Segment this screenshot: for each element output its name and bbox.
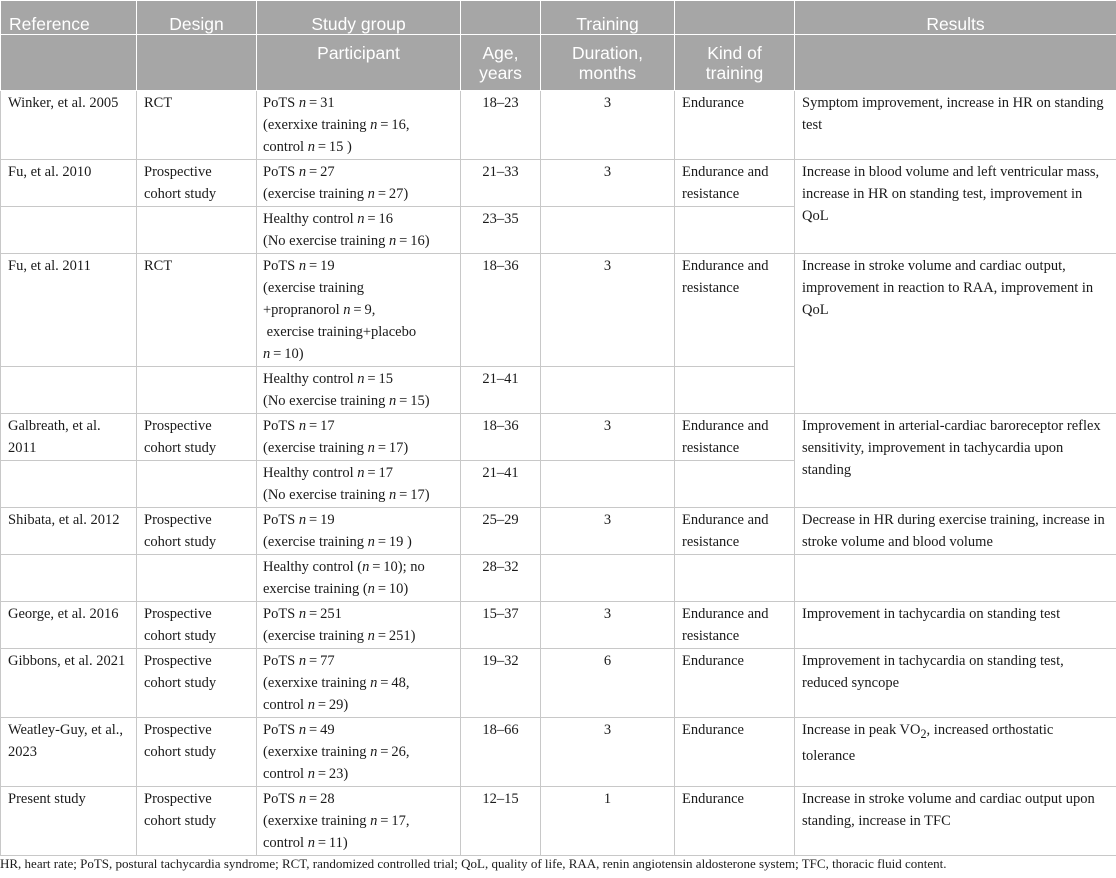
table-row xyxy=(1,91,1116,160)
cell-duration xyxy=(541,555,675,602)
cell-kind: Endurance and resistance xyxy=(675,414,795,461)
cell-participant: Healthy control (n = 10); no exercise training (n = 10) xyxy=(257,555,461,602)
header-results: Results xyxy=(795,1,1116,35)
cell-age: 15–37 xyxy=(461,602,541,649)
cell-kind: Endurance and resistance xyxy=(675,254,795,367)
cell-duration: 6 xyxy=(541,649,675,718)
cell-age: 18–36 xyxy=(461,254,541,367)
cell-participant: PoTS n = 19 (exercise training +propranorol n = 9, exercise training+placebo n = 10) xyxy=(257,254,461,367)
cell-kind: Endurance and resistance xyxy=(675,602,795,649)
cell-results: Symptom improvement, increase in HR on standing test xyxy=(795,91,1116,160)
header-kind: Kind of training xyxy=(675,35,795,91)
cell-participant: PoTS n = 49 (exerxixe training n = 26, control n = 23) xyxy=(257,718,461,787)
cell-age: 19–32 xyxy=(461,649,541,718)
cell-age: 18–66 xyxy=(461,718,541,787)
cell-participant: Healthy control n = 16 (No exercise training n = 16) xyxy=(257,207,461,254)
cell-participant: PoTS n = 19 (exercise training n = 19 ) xyxy=(257,508,461,555)
cell-design: Prospective cohort study xyxy=(137,787,257,856)
header-reference: Reference xyxy=(1,1,137,35)
header-blank-design xyxy=(137,35,257,91)
cell-participant: PoTS n = 27 (exercise training n = 27) xyxy=(257,160,461,207)
cell-results: Improvement in arterial-cardiac baroreceptor reflex sensitivity, improvement in tachycardia upon standing xyxy=(795,414,1116,508)
cell-age: 28–32 xyxy=(461,555,541,602)
cell-participant: PoTS n = 17 (exercise training n = 17) xyxy=(257,414,461,461)
header-blank-age xyxy=(461,1,541,35)
cell-kind: Endurance xyxy=(675,787,795,856)
cell-design xyxy=(137,207,257,254)
cell-kind: Endurance and resistance xyxy=(675,508,795,555)
header-participant: Participant xyxy=(257,35,461,91)
cell-duration xyxy=(541,367,675,414)
header-row-1 xyxy=(1,1,1116,35)
cell-participant: PoTS n = 251 (exercise training n = 251) xyxy=(257,602,461,649)
cell-participant: Healthy control n = 15 (No exercise training n = 15) xyxy=(257,367,461,414)
cell-duration xyxy=(541,207,675,254)
cell-reference xyxy=(1,367,137,414)
cell-participant: PoTS n = 31 (exerxixe training n = 16, control n = 15 ) xyxy=(257,91,461,160)
cell-results: Increase in peak $VO_2$, increased orthostatic tolerance xyxy=(795,718,1116,787)
cell-duration: 3 xyxy=(541,414,675,461)
cell-reference: Fu, et al. 2010 xyxy=(1,160,137,207)
cell-reference: Present study xyxy=(1,787,137,856)
cell-reference xyxy=(1,555,137,602)
header-age: Age, years xyxy=(461,35,541,91)
table-row xyxy=(1,160,1116,207)
cell-age: 18–23 xyxy=(461,91,541,160)
cell-reference: Weatley-Guy, et al., 2023 xyxy=(1,718,137,787)
header-training: Training xyxy=(541,1,675,35)
cell-results xyxy=(795,555,1116,602)
cell-duration: 3 xyxy=(541,254,675,367)
cell-design xyxy=(137,555,257,602)
cell-design: Prospective cohort study xyxy=(137,160,257,207)
cell-kind: Endurance xyxy=(675,91,795,160)
cell-reference: Gibbons, et al. 2021 xyxy=(1,649,137,718)
cell-reference xyxy=(1,461,137,508)
cell-kind: Endurance xyxy=(675,718,795,787)
cell-design: Prospective cohort study xyxy=(137,508,257,555)
table-row xyxy=(1,254,1116,367)
cell-reference: Galbreath, et al. 2011 xyxy=(1,414,137,461)
cell-kind xyxy=(675,207,795,254)
table-row xyxy=(1,787,1116,856)
cell-age: 21–41 xyxy=(461,367,541,414)
cell-design xyxy=(137,461,257,508)
table-row xyxy=(1,508,1116,555)
cell-duration: 3 xyxy=(541,718,675,787)
cell-duration xyxy=(541,461,675,508)
header-blank-reference xyxy=(1,35,137,91)
cell-duration: 3 xyxy=(541,602,675,649)
header-blank-kind xyxy=(675,1,795,35)
cell-design: RCT xyxy=(137,91,257,160)
cell-reference: George, et al. 2016 xyxy=(1,602,137,649)
header-duration: Duration, months xyxy=(541,35,675,91)
cell-kind xyxy=(675,367,795,414)
cell-participant: PoTS n = 77 (exerxixe training n = 48, control n = 29) xyxy=(257,649,461,718)
cell-age: 21–41 xyxy=(461,461,541,508)
cell-results: Increase in stroke volume and cardiac output, improvement in reaction to RAA, improvement in QoL xyxy=(795,254,1116,414)
cell-age: 12–15 xyxy=(461,787,541,856)
cell-results: Decrease in HR during exercise training, increase in stroke volume and blood volume xyxy=(795,508,1116,555)
cell-age: 18–36 xyxy=(461,414,541,461)
cell-kind: Endurance and resistance xyxy=(675,160,795,207)
cell-results: Increase in blood volume and left ventricular mass, increase in HR on standing test, improvement in QoL xyxy=(795,160,1116,254)
cell-results: Increase in stroke volume and cardiac output upon standing, increase in TFC xyxy=(795,787,1116,856)
cell-design: Prospective cohort study xyxy=(137,602,257,649)
cell-duration: 3 xyxy=(541,91,675,160)
cell-reference: Shibata, et al. 2012 xyxy=(1,508,137,555)
cell-age: 23–35 xyxy=(461,207,541,254)
table-row xyxy=(1,602,1116,649)
cell-participant: PoTS n = 28 (exerxixe training n = 17, control n = 11) xyxy=(257,787,461,856)
table-row xyxy=(1,414,1116,461)
cell-design: RCT xyxy=(137,254,257,367)
table-row xyxy=(1,718,1116,787)
header-blank-results xyxy=(795,35,1116,91)
cell-kind xyxy=(675,555,795,602)
cell-participant: Healthy control n = 17 (No exercise training n = 17) xyxy=(257,461,461,508)
cell-results: Improvement in tachycardia on standing test xyxy=(795,602,1116,649)
table-footnote: HR, heart rate; PoTS, postural tachycardia syndrome; RCT, randomized controlled trial; QoL, quality of life, RAA, renin angiotensin aldosterone system; TFC, thoracic fluid content. xyxy=(0,856,947,871)
header-row-2 xyxy=(1,35,1116,91)
cell-kind: Endurance xyxy=(675,649,795,718)
cell-results: Improvement in tachycardia on standing test, reduced syncope xyxy=(795,649,1116,718)
cell-design xyxy=(137,367,257,414)
cell-design: Prospective cohort study xyxy=(137,718,257,787)
cell-reference: Winker, et al. 2005 xyxy=(1,91,137,160)
cell-age: 21–33 xyxy=(461,160,541,207)
header-design: Design xyxy=(137,1,257,35)
cell-reference xyxy=(1,207,137,254)
cell-duration: 3 xyxy=(541,508,675,555)
header-study-group: Study group xyxy=(257,1,461,35)
table-row xyxy=(1,555,1116,602)
cell-design: Prospective cohort study xyxy=(137,414,257,461)
cell-design: Prospective cohort study xyxy=(137,649,257,718)
cell-kind xyxy=(675,461,795,508)
cell-duration: 1 xyxy=(541,787,675,856)
table-row xyxy=(1,649,1116,718)
cell-age: 25–29 xyxy=(461,508,541,555)
cell-duration: 3 xyxy=(541,160,675,207)
cell-reference: Fu, et al. 2011 xyxy=(1,254,137,367)
